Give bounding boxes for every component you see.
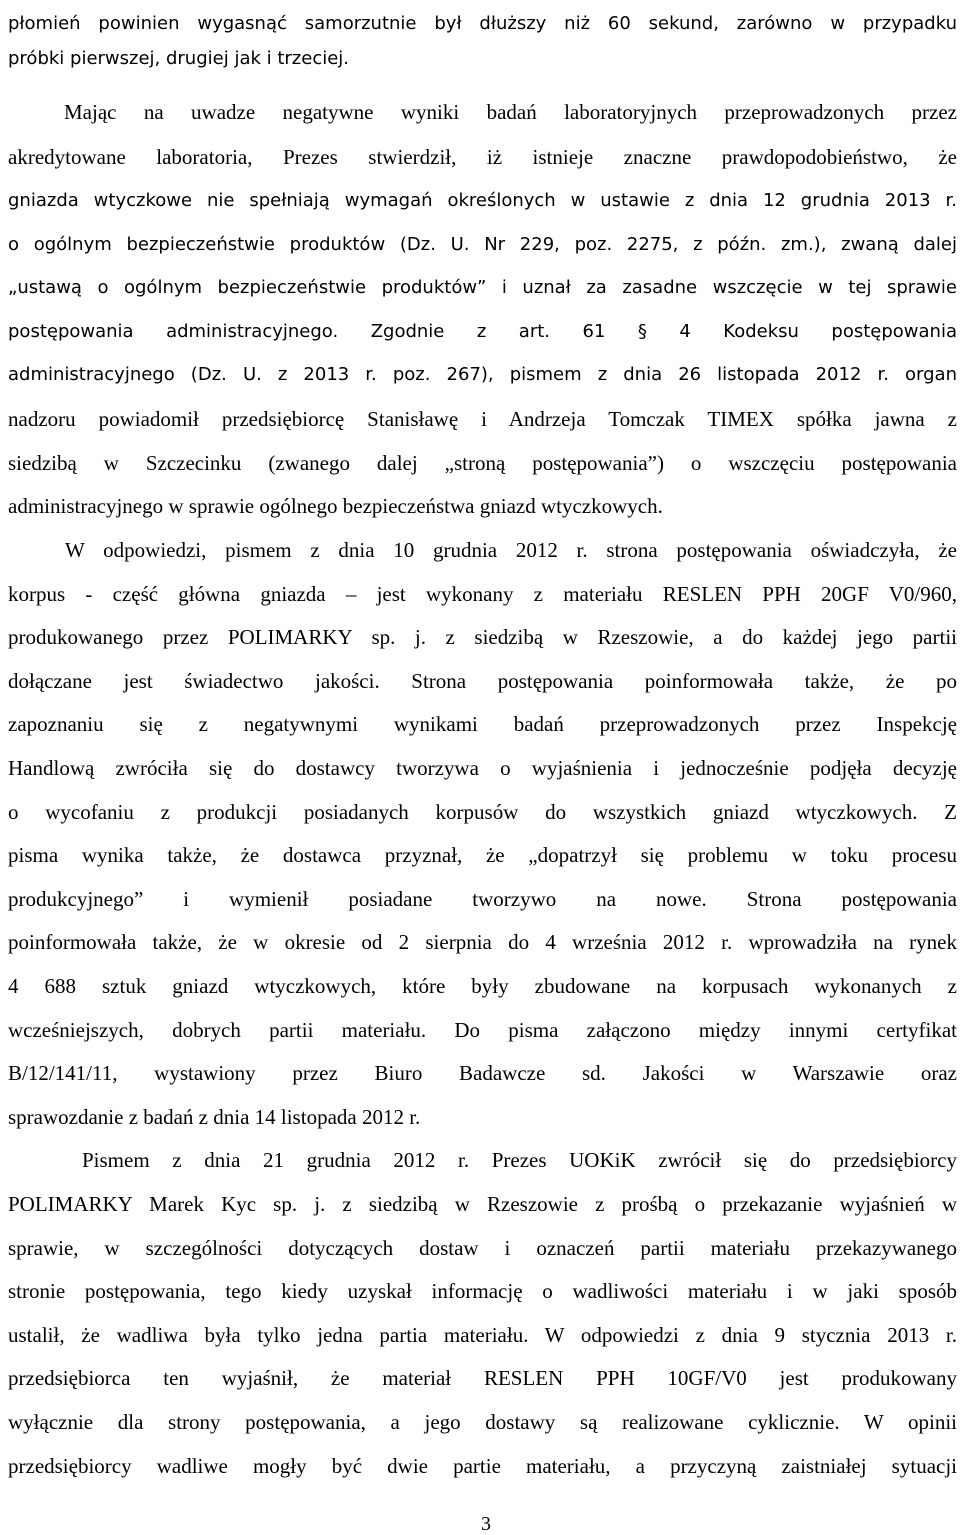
text-line-content: próbki pierwszej, drugiej jak i trzeciej. <box>8 48 350 69</box>
text-line-content: poinformowała także, że w okresie od 2 sierpnia do 4 września 2012 r. wprowadziła na rynek <box>8 930 957 954</box>
text-line-content: wyłącznie dla strony postępowania, a jego dostawy są realizowane cyklicznie. W opinii <box>8 1410 957 1434</box>
paragraph-start-line <box>64 92 957 132</box>
text-line <box>8 704 957 744</box>
text-line-with-italic-quote <box>8 835 957 875</box>
text-line-content: zapoznaniu się z negatywnymi wynikami badań przeprowadzonych przez Inspekcję <box>8 712 957 736</box>
text-line-content: wcześniejszych, dobrych partii materiału. Do pisma załączono między innymi certyfikat <box>8 1018 957 1042</box>
text-line-content: korpus - część główna gniazda – jest wykonany z materiału RESLEN PPH 20GF V0/960, <box>8 582 957 606</box>
paragraph-start-line <box>65 530 957 570</box>
text-line <box>8 355 957 395</box>
text-line-content: Handlową zwróciła się do dostawcy tworzywa o wyjaśnienia i jednocześnie podjęła decyzję <box>8 756 957 780</box>
text-line <box>8 1010 957 1050</box>
text-line-content: B/12/141/11, wystawiony przez Biuro Badawcze sd. Jakości w Warszawie oraz <box>8 1061 957 1085</box>
text-line-content: W odpowiedzi, pismem z dnia 10 grudnia 2012 r. strona postępowania oświadczyła, że <box>65 538 957 562</box>
text-line <box>8 661 957 701</box>
text-line <box>8 4 957 44</box>
text-line <box>8 1315 957 1355</box>
text-line <box>8 181 957 221</box>
text-line <box>8 1402 957 1442</box>
text-line-content: „ustawą o ogólnym bezpieczeństwie produktów” i uznał za zasadne wszczęcie w tej sprawie <box>8 277 957 298</box>
text-line <box>8 966 957 1006</box>
text-line <box>8 486 957 526</box>
text-line-content: pisma wynika także, że dostawca przyznał, że „dopatrzył się problemu w toku procesu <box>8 843 957 867</box>
text-line-content: gniazda wtyczkowe nie spełniają wymagań określonych w ustawie z dnia 12 grudnia 2013 r. <box>8 190 957 211</box>
text-line-content: sprawozdanie z badań z dnia 14 listopada 2012 r. <box>8 1105 421 1129</box>
text-line-content: przedsiębiorca ten wyjaśnił, że materiał RESLEN PPH 10GF/V0 jest produkowany <box>8 1366 957 1390</box>
text-line <box>8 1358 957 1398</box>
text-line-content: sprawie, w szczególności dotyczących dostaw i oznaczeń partii materiału przekazywanego <box>8 1236 957 1260</box>
text-line <box>8 1184 957 1224</box>
text-line <box>8 312 957 352</box>
text-line-content: dołączane jest świadectwo jakości. Strona postępowania poinformowała także, że po <box>8 669 957 693</box>
text-line-content: administracyjnego w sprawie ogólnego bezpieczeństwa gniazd wtyczkowych. <box>8 494 663 518</box>
text-line <box>8 792 957 832</box>
text-line <box>8 748 957 788</box>
text-line <box>8 1053 957 1093</box>
text-line-content: o ogólnym bezpieczeństwie produktów (Dz. U. Nr 229, poz. 2275, z późn. zm.), zwaną dalej <box>8 234 957 255</box>
text-line-content: przedsiębiorcy wadliwe mogły być dwie partie materiału, a przyczyną zaistniałej sytuacji <box>8 1454 957 1478</box>
text-line-content: Pismem z dnia 21 grudnia 2012 r. Prezes UOKiK zwrócił się do przedsiębiorcy <box>82 1148 957 1172</box>
text-line <box>8 268 957 308</box>
text-line-with-italic-quote <box>8 879 957 919</box>
text-line-content: nadzoru powiadomił przedsiębiorcę Stanisławę i Andrzeja Tomczak TIMEX spółka jawna z <box>8 407 957 431</box>
text-line-content: stronie postępowania, tego kiedy uzyskał informację o wadliwości materiału i w jaki sposób <box>8 1279 957 1303</box>
text-line-content: ustalił, że wadliwa była tylko jedna partia materiału. W odpowiedzi z dnia 9 stycznia 2013 r. <box>8 1323 957 1347</box>
text-line <box>8 443 957 483</box>
text-line <box>8 617 957 657</box>
text-line <box>8 225 957 265</box>
text-line-content: administracyjnego (Dz. U. z 2013 r. poz. 267), pismem z dnia 26 listopada 2012 r. organ <box>8 364 957 385</box>
page-number: 3 <box>481 1513 491 1535</box>
text-line <box>8 574 957 614</box>
text-line <box>8 922 957 962</box>
text-line-content: Mając na uwadze negatywne wyniki badań laboratoryjnych przeprowadzonych przez <box>64 100 957 124</box>
text-line <box>8 1446 957 1486</box>
paragraph-start-line <box>82 1140 957 1180</box>
text-line-content: płomień powinien wygasnąć samorzutnie był dłuższy niż 60 sekund, zarówno w przypadku <box>8 13 957 34</box>
text-line-content: o wycofaniu z produkcji posiadanych korpusów do wszystkich gniazd wtyczkowych. Z <box>8 800 957 824</box>
text-line <box>8 1271 957 1311</box>
text-line <box>8 39 957 79</box>
text-line-content: produkcyjnego” i wymienił posiadane tworzywo na nowe. Strona postępowania <box>8 887 957 911</box>
text-line <box>8 1228 957 1268</box>
text-line-content: POLIMARKY Marek Kyc sp. j. z siedzibą w Rzeszowie z prośbą o przekazanie wyjaśnień w <box>8 1192 957 1216</box>
text-line-content: produkowanego przez POLIMARKY sp. j. z siedzibą w Rzeszowie, a do każdej jego partii <box>8 625 957 649</box>
text-line-content: 4 688 sztuk gniazd wtyczkowych, które były zbudowane na korpusach wykonanych z <box>8 974 957 998</box>
text-line <box>8 1097 957 1137</box>
text-line-content: postępowania administracyjnego. Zgodnie z art. 61 § 4 Kodeksu postępowania <box>8 321 957 342</box>
text-line-content: siedzibą w Szczecinku (zwanego dalej „stroną postępowania”) o wszczęciu postępowania <box>8 451 957 475</box>
text-line <box>8 399 957 439</box>
text-line-content: akredytowane laboratoria, Prezes stwierdził, iż istnieje znaczne prawdopodobieństwo, że <box>8 145 957 169</box>
text-line <box>8 137 957 177</box>
